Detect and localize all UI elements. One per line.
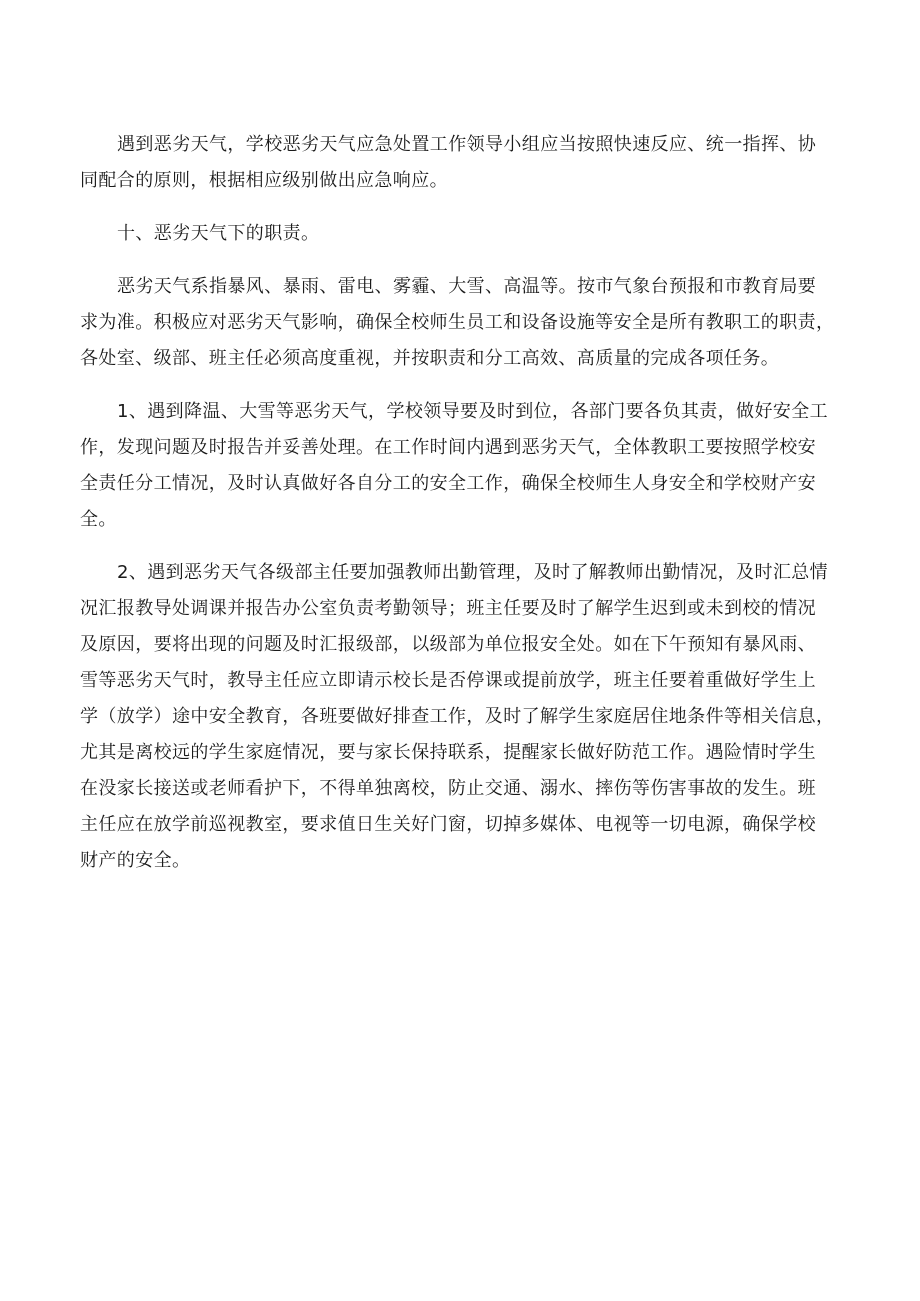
text-line: 财产的安全。 — [80, 850, 191, 871]
text-line: 求为准。积极应对恶劣天气影响，确保全校师生员工和设备设施等安全是所有教职工的职责， — [80, 312, 835, 333]
text-line: 雪等恶劣天气时，教导主任应立即请示校长是否停课或提前放学，班主任要着重做好学生上 — [80, 670, 816, 691]
paragraph-item-1 — [80, 394, 840, 538]
text-line: 全。 — [80, 509, 117, 530]
text-line: 及原因，要将出现的问题及时汇报级部，以级部为单位报安全处。如在下午预知有暴风雨、 — [80, 634, 816, 655]
document-body — [80, 127, 840, 896]
text-line: 恶劣天气系指暴风、暴雨、雷电、雾霾、大雪、高温等。按市气象台预报和市教育局要 — [117, 276, 817, 297]
paragraph-item-2 — [80, 555, 840, 879]
text-line: 学（放学）途中安全教育，各班要做好排查工作，及时了解学生家庭居住地条件等相关信息， — [80, 706, 835, 727]
text-line: 2、遇到恶劣天气各级部主任要加强教师出勤管理，及时了解教师出勤情况，及时汇总情 — [117, 562, 829, 583]
text-line: 同配合的原则，根据相应级别做出应急响应。 — [80, 170, 448, 191]
text-line: 主任应在放学前巡视教室，要求值日生关好门窗，切掉多媒体、电视等一切电源，确保学校 — [80, 814, 816, 835]
text-line: 尤其是离校远的学生家庭情况，要与家长保持联系，提醒家长做好防范工作。遇险情时学生 — [80, 742, 816, 763]
text-line: 1、遇到降温、大雪等恶劣天气，学校领导要及时到位，各部门要各负其责，做好安全工 — [117, 401, 829, 422]
text-line: 在没家长接送或老师看护下，不得单独离校，防止交通、溺水、摔伤等伤害事故的发生。班 — [80, 778, 816, 799]
text-line: 全责任分工情况，及时认真做好各自分工的安全工作，确保全校师生人身安全和学校财产安 — [80, 473, 816, 494]
text-line: 作，发现问题及时报告并妥善处理。在工作时间内遇到恶劣天气，全体教职工要按照学校安 — [80, 437, 816, 458]
paragraph-definition — [80, 269, 840, 377]
text-line: 况汇报教导处调课并报告办公室负责考勤领导；班主任要及时了解学生迟到或未到校的情况 — [80, 598, 816, 619]
section-heading-duties — [80, 216, 840, 252]
section-heading: 十、恶劣天气下的职责。 — [117, 223, 320, 244]
text-line: 各处室、级部、班主任必须高度重视，并按职责和分工高效、高质量的完成各项任务。 — [80, 348, 780, 369]
paragraph-emergency-response — [80, 127, 840, 199]
text-line: 遇到恶劣天气，学校恶劣天气应急处置工作领导小组应当按照快速反应、统一指挥、协 — [117, 134, 817, 155]
